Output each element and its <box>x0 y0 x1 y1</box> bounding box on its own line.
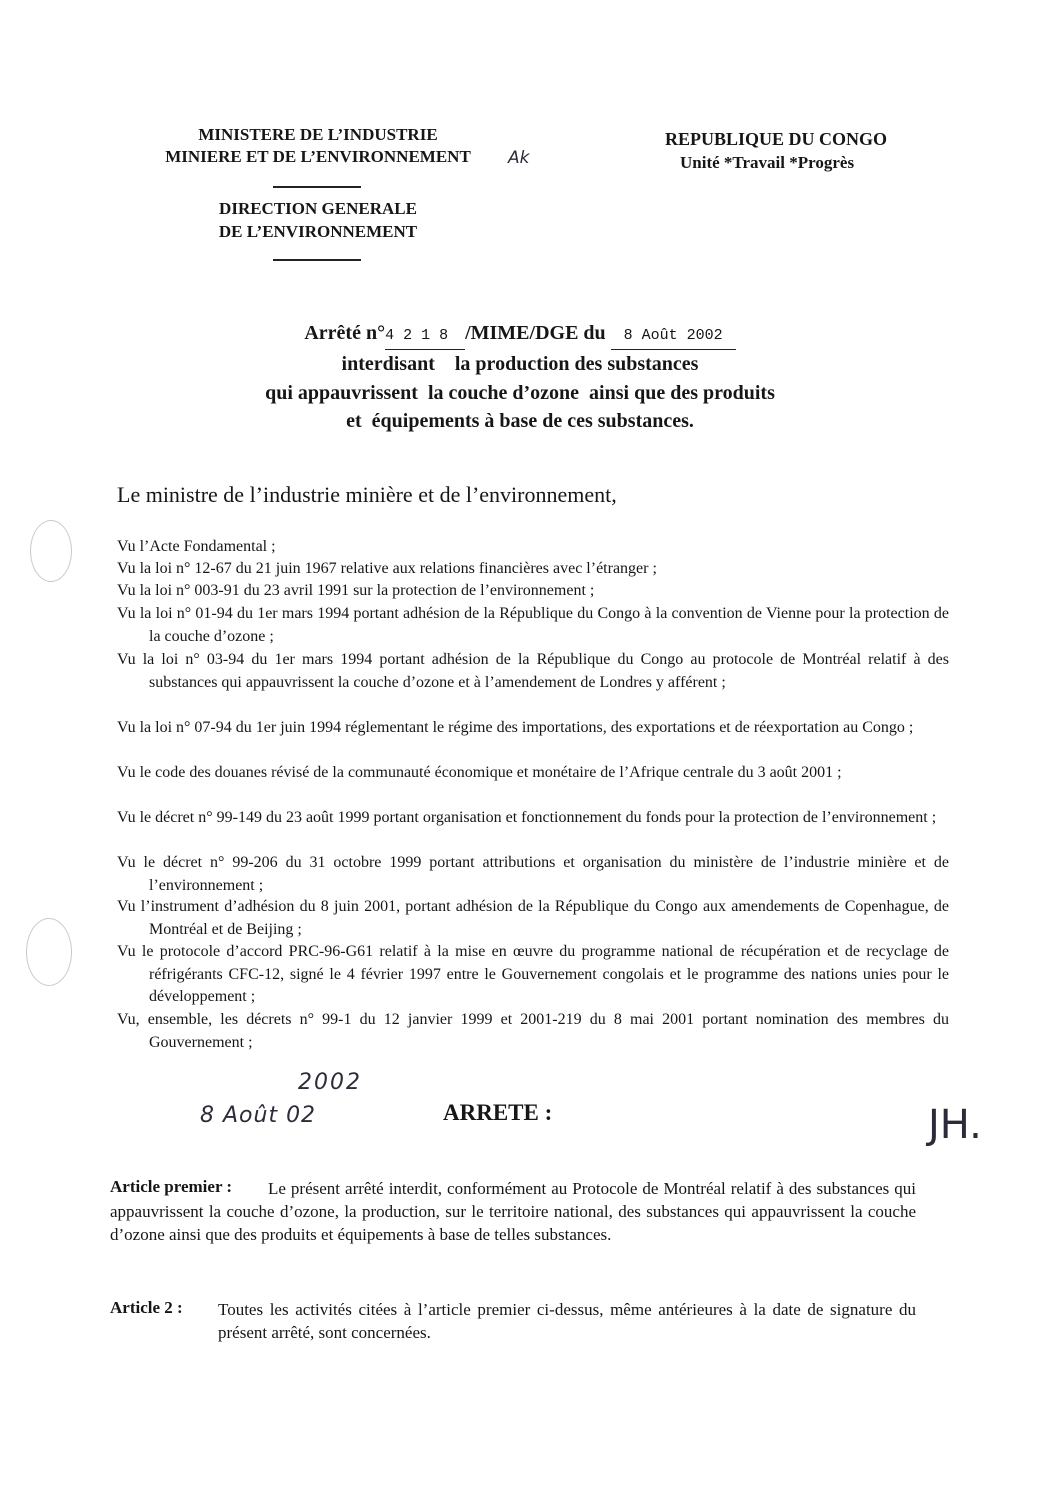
consideration-item: Vu la loi n° 07-94 du 1er juin 1994 réglementant le régime des importations, des exportations et de réexportation au Congo ; <box>117 719 914 736</box>
consideration-item: Vu l’Acte Fondamental ; <box>117 538 276 555</box>
header-divider-1 <box>273 186 361 188</box>
header-divider-2 <box>273 259 361 261</box>
decree-title-line-2: interdisant la production des substances <box>341 353 699 375</box>
consideration-item: Vu la loi n° 01-94 du 1er mars 1994 portant adhésion de la République du Congo à la convention de Vienne pour la protection de la couche d’ozone ; <box>117 605 949 645</box>
decree-title-line-3: qui appauvrissent la couche d’ozone ainsi que des produits <box>265 382 775 404</box>
arrete-heading: ARRETE : <box>443 1100 553 1125</box>
handwritten-initials: JH. <box>928 1102 982 1148</box>
article-2-text: Toutes les activités citées à l’article premier ci-dessus, même antérieures à la date de signature du présent arrêté, sont concernées. <box>218 1300 916 1342</box>
decree-date: 8 Août 2002 <box>611 323 736 350</box>
consideration-item: Vu le décret n° 99-206 du 31 octobre 1999 portant attributions et organisation du ministère de l’industrie minière et de l’environnement ; <box>117 854 949 894</box>
article-1-label: Article premier : <box>110 1177 233 1196</box>
consideration-item: Vu la loi n° 12-67 du 21 juin 1967 relative aux relations financières avec l’étranger ; <box>117 560 657 577</box>
punch-hole-mark-bottom <box>26 918 72 986</box>
handwritten-year: 2002 <box>298 1070 362 1095</box>
decree-number: 4 2 1 8 <box>385 323 465 350</box>
direction-line-2: DE L’ENVIRONNEMENT <box>218 222 418 241</box>
national-motto: Unité *Travail *Progrès <box>680 153 855 172</box>
consideration-item: Vu le protocole d’accord PRC-96-G61 relatif à la mise en œuvre du programme national de récupération et de recyclage de réfrigérants CFC-12, signé le 4 février 1997 entre le Gouvernement congolais et le programme des nations unies pour le développement ; <box>117 943 949 1005</box>
article-1-text <box>110 1177 916 1246</box>
republic-name: REPUBLIQUE DU CONGO <box>665 129 888 149</box>
consideration-item: Vu l’instrument d’adhésion du 8 juin 2001, portant adhésion de la République du Congo aux amendements de Copenhague, de Montréal et de Beijing ; <box>117 898 949 938</box>
minister-intro: Le ministre de l’industrie minière et de l’environnement, <box>117 482 617 507</box>
consideration-item: Vu la loi n° 003-91 du 23 avril 1991 sur la protection de l’environnement ; <box>117 582 595 599</box>
consideration-item: Vu le code des douanes révisé de la communauté économique et monétaire de l’Afrique centrale du 3 août 2001 ; <box>117 764 842 781</box>
ministry-handwritten-initials: Ak <box>508 148 530 168</box>
article-1-body: Le présent arrêté interdit, conformément au Protocole de Montréal relatif à des substances qui appauvrissent la couche d’ozone, la production, sur le territoire national, des substances qui appauvrissent la couche d’ozone ainsi que des produits et équipements à base de telles substances. <box>110 1179 916 1244</box>
ministry-name-line-2: MINIERE ET DE L’ENVIRONNEMENT <box>165 147 471 166</box>
decree-ref: /MIME/DGE du <box>465 322 606 344</box>
article-2-label: Article 2 : <box>110 1298 183 1317</box>
decree-title-line-1 <box>140 320 900 350</box>
decree-prefix: Arrêté n° <box>304 322 386 344</box>
consideration-item: Vu, ensemble, les décrets n° 99-1 du 12 janvier 1999 et 2001-219 du 8 mai 2001 portant nomination des membres du Gouvernement ; <box>117 1011 949 1051</box>
consideration-item: Vu la loi n° 03-94 du 1er mars 1994 portant adhésion de la République du Congo au protocole de Montréal relatif à des substances qui appauvrissent la couche d’ozone et à l’amendement de Londres y afférent ; <box>117 651 949 691</box>
consideration-item: Vu le décret n° 99-149 du 23 août 1999 portant organisation et fonctionnement du fonds pour la protection de l’environnement ; <box>117 809 937 826</box>
punch-hole-mark-top <box>30 520 72 582</box>
ministry-name-line-1: MINISTERE DE L’INDUSTRIE <box>198 125 438 144</box>
decree-title-line-4: et équipements à base de ces substances. <box>346 410 694 432</box>
direction-line-1: DIRECTION GENERALE <box>219 199 417 218</box>
handwritten-date: 8 Août 02 <box>200 1103 317 1128</box>
